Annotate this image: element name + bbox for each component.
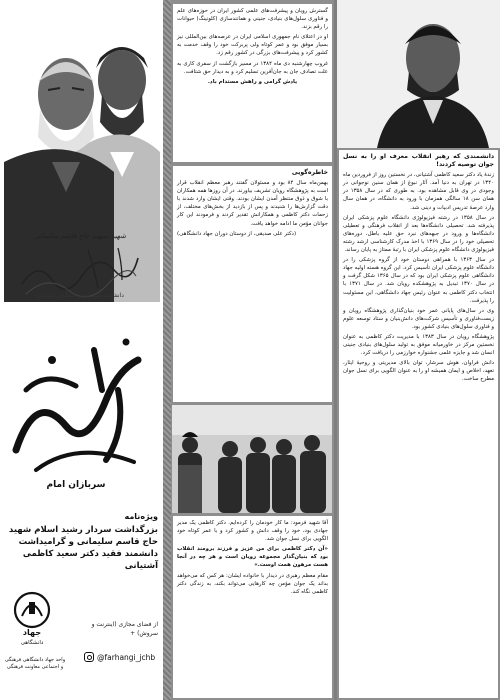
social-handle-text[interactable]: @farhangi_jchb: [97, 652, 156, 662]
cover-headline: بزرگداشت سردار رشید اسلام شهید حاج قاسم سلیمانی و گرامیداشت دانشمند فقید دکتر سعید کاظمی آشتیانی: [8, 525, 158, 571]
quote-lead: آقا شهید فرمود: ما کار خودمان را کرده‌ایم. دکتر کاظمی یک مدیر جهادی بود، خود را وقف دانش و کشور کرد و با عمر کوتاه خود الگویی برای نسل جوان شد.: [177, 520, 328, 543]
main-calligraphy: [6, 330, 146, 480]
continuation-paragraph-1: گسترش رویان و پیشرفت‌های علمی کشور ایران در حوزه‌های علم و فناوری سلول‌های بنیادی، جنینی و همانندسازی (کلونینگ) حیوانات را رقم بزند.: [177, 8, 328, 31]
logo-caption: واحد جهاد دانشگاهی فرهنگی و اجتماعی معاونت فرهنگی: [4, 657, 66, 670]
kazemi-portrait-icon: [337, 0, 500, 148]
prayer-line: یادش گرامی و راهش مستدام باد.: [207, 78, 298, 85]
continuation-paragraph-3: غروب چهارشنبه دی ماه ۱۳۸۴ در مسیر بازگشت از سفری کاری به علت تصادف جان به جان‌آفرین تسلیم کرد و به دیدار حق شتافت.: [177, 60, 328, 75]
kazemi-portrait-photo: [337, 0, 500, 148]
biography-article: [339, 150, 498, 698]
instagram-icon: [84, 652, 94, 662]
quote-tail: مقام معظم رهبری در دیدار با خانواده ایشان: هر کس که می‌خواهد بداند یک جوان مؤمن چه کارهایی می‌تواند بکند، به زندگی دکتر کاظمی نگاه کند.: [177, 572, 328, 595]
leader-visit-photo: [172, 405, 332, 513]
cover-headline-block: [6, 512, 158, 572]
biography-paragraph-1: زندۀ یاد دکتر سعید کاظمی آشتیانی، در نخستین روز از فروردین ماه ۱۳۴۰ در تهران به دنیا آمد. آثار نبوغ از همان سنین نوجوانی در وجودی در وی قابل مشاهده بود. به طوری که در سال ۱۳۵۸ در همان سن ۱۸ سالگی همزمان با ورود به دانشگاه، در همان سال وارد عرصۀ تدریس ادبیات و دینی شد.: [343, 172, 495, 211]
calligraphy-big-text: سربازان امام: [46, 480, 106, 490]
leader-quote: «آن دکتر کاظمی برای من عزیز و فرزند برومند انقلاب بود که بنیان‌گذار مجموعه رویان است و هر چه در آنجا هست مرهون همت اوست.»: [177, 546, 328, 569]
source-note: از فضای مجازی (اینترنت و سروش) +: [91, 621, 158, 637]
calligraphy-small-caption: دانشمند فقید سعید کاظمی آشتیانی: [36, 292, 124, 299]
social-handle[interactable]: [84, 652, 155, 662]
memory-article: [173, 166, 332, 402]
logo-sub: دانشگاهی: [20, 640, 44, 646]
cover-panel: [0, 0, 163, 700]
biography-paragraph-4: وی در سال‌های پایانی عمر خود بنیان‌گذاری پژوهشگاه رویان و زیست‌فناوری و تأسیس شرکت‌های دانش‌بنیان و ستاد توسعه علوم و فناوری سلول‌های بنیادی کشور بود.: [343, 307, 494, 330]
decorative-strip: [163, 0, 171, 700]
article-continuation: [173, 4, 332, 162]
biography-title: دانشمندی که رهبر انقلاب معرف او را به نسل جوان توصیه کردند!: [343, 153, 494, 169]
biography-paragraph-3: در سال ۱۳۶۳ با همراهی دوستان خود از گروه پزشکی را در دانشگاه علوم پزشکی ایران تأسیس کرد. این گروه هسته اولیه جهاد دانشگاهی علوم پزشکی ایران بود که در سال ۱۳۶۵ شکل گرفت و در سال ۱۳۷۰ تبدیل به پژوهشکده رویان شد. در سال ۱۳۷۱ با انتخاب دکتر کاظمی به عنوان رئیس جهاد دانشگاهی، این مسئولیت را پذیرفت.: [343, 257, 495, 304]
continuation-paragraph-2: او در اعتلای نام جمهوری اسلامی ایران در عرصه‌های بین‌المللی نیز بسیار موفق بود و عمر کوتاه ولی پربرکت خود را وقف خدمت به کشور کرد و پیشرفت‌های بزرگی در کشور رقم زد.: [177, 34, 328, 57]
special-issue-label: ویژه‌نامه: [124, 512, 158, 521]
biography-paragraph-2: در سال ۱۳۵۸ در رشته فیزیولوژی دانشگاه علوم پزشکی ایران پذیرفته شد. تحصیلی دانشگاه‌ها بعد از انقلاب فرهنگی و تعطیلی دانشگاه‌ها و ورود در جبهه‌های نبرد حق علیه باطل، دوره‌های تحصیلی خود را در سال ۱۳۶۹ با اخذ مدرک کارشناسی ارشد رشته فیزیولوژی دانشگاه علوم پزشکی ایران با رتبۀ ممتاز به پایان رساند.: [343, 214, 495, 254]
leader-quote-article: [173, 516, 332, 698]
memory-source: (دکتر علی صدیقی، از دوستان دوران جهاد دانشگاهی): [177, 230, 297, 237]
memory-text: بهمن‌ماه سال ۸۴ بود و مسئولان گفتند رهبر معظم انقلاب قرار است به پژوهشگاه رویان تشریف بیاورند. در آن روزها همه همکاران با شوق و ذوق منتظر آمدن ایشان بودند. وقتی ایشان وارد شدند با دقت گزارش‌ها را شنیدند و پس از بازدید از بخش‌های مختلف، از زحمات دکتر کاظمی و همکارانش تقدیر کردند و فرمودند این کار جوانان مؤمن ما ادامه خواهد یافت.: [177, 180, 328, 227]
memory-title: خاطره‌گویی: [291, 169, 328, 176]
calligraphy-small-title: شهید سپهبد حاج قاسم سلیمانی: [33, 232, 126, 240]
biography-paragraph-6: دانش فراوان، هوش سرشار، توان بالای مدیریتی و روحیۀ ایثار، تعهد، اخلاص و ایمان همیشه او را به عنوان الگویی برای نسل جوان مطرح ساخت.: [343, 360, 494, 383]
signature-calligraphy: [18, 240, 142, 300]
group-photo-icon: [172, 405, 332, 513]
biography-paragraph-5: پژوهشگاه رویان در سال ۱۳۸۳ با مدیریت دکتر کاظمی به عنوان نخستین مرکز در خاورمیانه موفق به تولید سلول‌های بنیادی جنینی انسان شد و جایزه علمی جشنواره خوارزمی را دریافت کرد.: [343, 333, 494, 357]
logo-word: جهاد: [22, 628, 42, 637]
